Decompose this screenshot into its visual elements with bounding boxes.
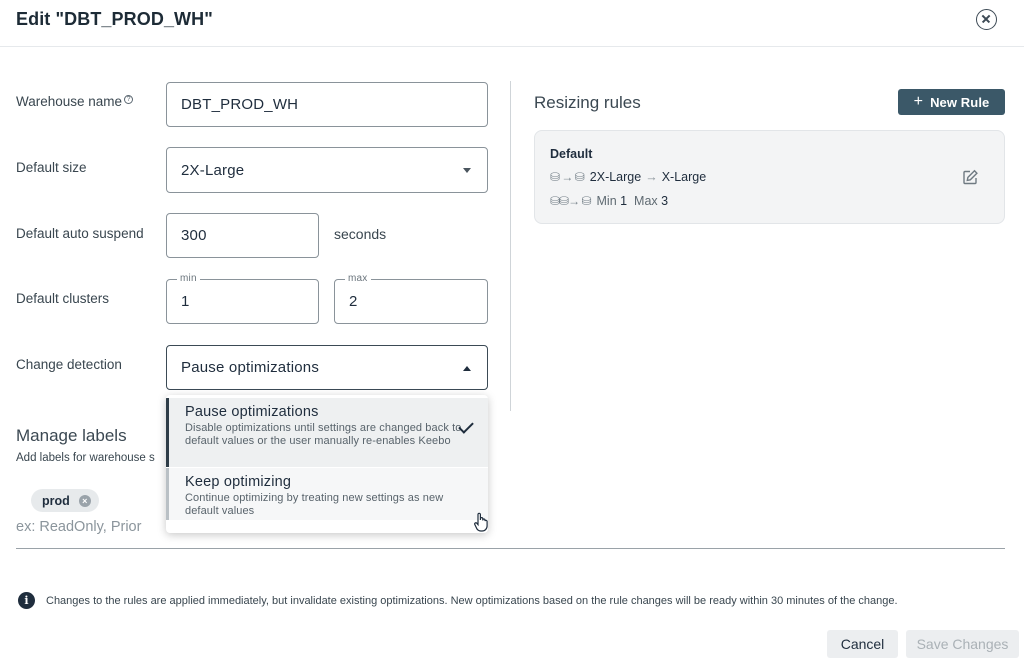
label-chip-text: prod <box>42 493 70 508</box>
clusters-min-legend: min <box>177 273 200 285</box>
auto-suspend-suffix: seconds <box>334 226 387 242</box>
auto-suspend-input[interactable] <box>166 213 319 258</box>
arrow-right-icon: → <box>645 170 658 184</box>
manage-labels-title: Manage labels <box>16 426 127 445</box>
warehouse-name-value: DBT_PROD_WH <box>181 96 299 113</box>
labels-input[interactable] <box>16 516 176 538</box>
chevron-up-icon <box>463 366 471 371</box>
clusters-max-value: 2 <box>349 293 358 310</box>
chevron-down-icon <box>463 168 471 173</box>
default-size-value: 2X-Large <box>181 161 245 179</box>
clusters-max-input[interactable] <box>334 273 488 324</box>
rule-clusters-line <box>550 194 668 208</box>
clusters-label: Default clusters <box>16 291 110 306</box>
option-title: Keep optimizing <box>185 474 292 490</box>
default-size-select[interactable] <box>166 147 488 193</box>
warehouse-name-input[interactable] <box>166 82 488 127</box>
rule-size-to: X-Large <box>661 170 707 184</box>
new-rule-label: New Rule <box>930 94 990 110</box>
edit-icon[interactable] <box>962 169 979 186</box>
rule-min-label: Min <box>596 194 617 208</box>
warehouse-name-label-text: Warehouse name <box>16 94 123 109</box>
option-pause-optimizations[interactable] <box>166 398 488 467</box>
hand-pointer-icon <box>474 512 488 537</box>
default-size-label: Default size <box>16 160 87 175</box>
change-detection-label: Change detection <box>16 357 122 372</box>
manage-labels-subtitle: Add labels for warehouse s <box>16 452 155 464</box>
option-keep-optimizing[interactable] <box>166 468 488 520</box>
option-title: Pause optimizations <box>185 404 319 420</box>
clusters-resize-icon: ⛁⛁→ ⛁ <box>550 194 591 208</box>
clusters-min-input[interactable] <box>166 273 319 324</box>
info-icon: i <box>18 592 35 609</box>
labels-underline <box>16 548 1005 549</box>
database-resize-icon: ⛁ → ⛁ <box>550 170 584 184</box>
plus-icon: + <box>913 93 924 110</box>
rule-card <box>534 130 1005 224</box>
rules-notice <box>18 592 898 609</box>
rule-name: Default <box>550 147 593 161</box>
rule-max-label: Max <box>634 194 658 208</box>
cancel-button[interactable]: Cancel <box>827 630 898 658</box>
auto-suspend-value: 300 <box>181 227 207 244</box>
resizing-rules-title: Resizing rules <box>534 93 641 112</box>
rule-max-value: 3 <box>661 194 669 208</box>
change-detection-select[interactable] <box>166 345 488 390</box>
rules-notice-text: Changes to the rules are applied immediately, but invalidate existing optimizations. New optimizations based on the rule changes will be ready within 30 minutes of the change. <box>46 594 898 607</box>
auto-suspend-label: Default auto suspend <box>16 226 144 241</box>
warehouse-name-label <box>16 94 133 109</box>
change-detection-menu <box>166 395 488 533</box>
new-rule-button[interactable] <box>898 89 1005 115</box>
clusters-min-value: 1 <box>181 293 190 310</box>
dialog-title: Edit "DBT_PROD_WH" <box>16 9 213 29</box>
column-divider <box>510 81 511 411</box>
label-chip <box>31 489 99 512</box>
change-detection-value: Pause optimizations <box>181 359 320 376</box>
close-icon[interactable] <box>976 9 997 30</box>
save-changes-button[interactable]: Save Changes <box>906 630 1019 658</box>
help-icon[interactable]: ? <box>124 95 133 104</box>
option-description: Continue optimizing by treating new settings as new default values <box>185 492 444 517</box>
rule-min-value: 1 <box>620 194 628 208</box>
rule-size-from: 2X-Large <box>589 170 642 184</box>
clusters-max-legend: max <box>345 273 371 285</box>
chip-remove-icon[interactable]: × <box>79 495 91 507</box>
option-description: Disable optimizations until settings are changed back to default values or the user manually re-enables Keebo <box>185 422 462 447</box>
rule-size-line <box>550 170 706 184</box>
dialog-header <box>0 0 1024 47</box>
